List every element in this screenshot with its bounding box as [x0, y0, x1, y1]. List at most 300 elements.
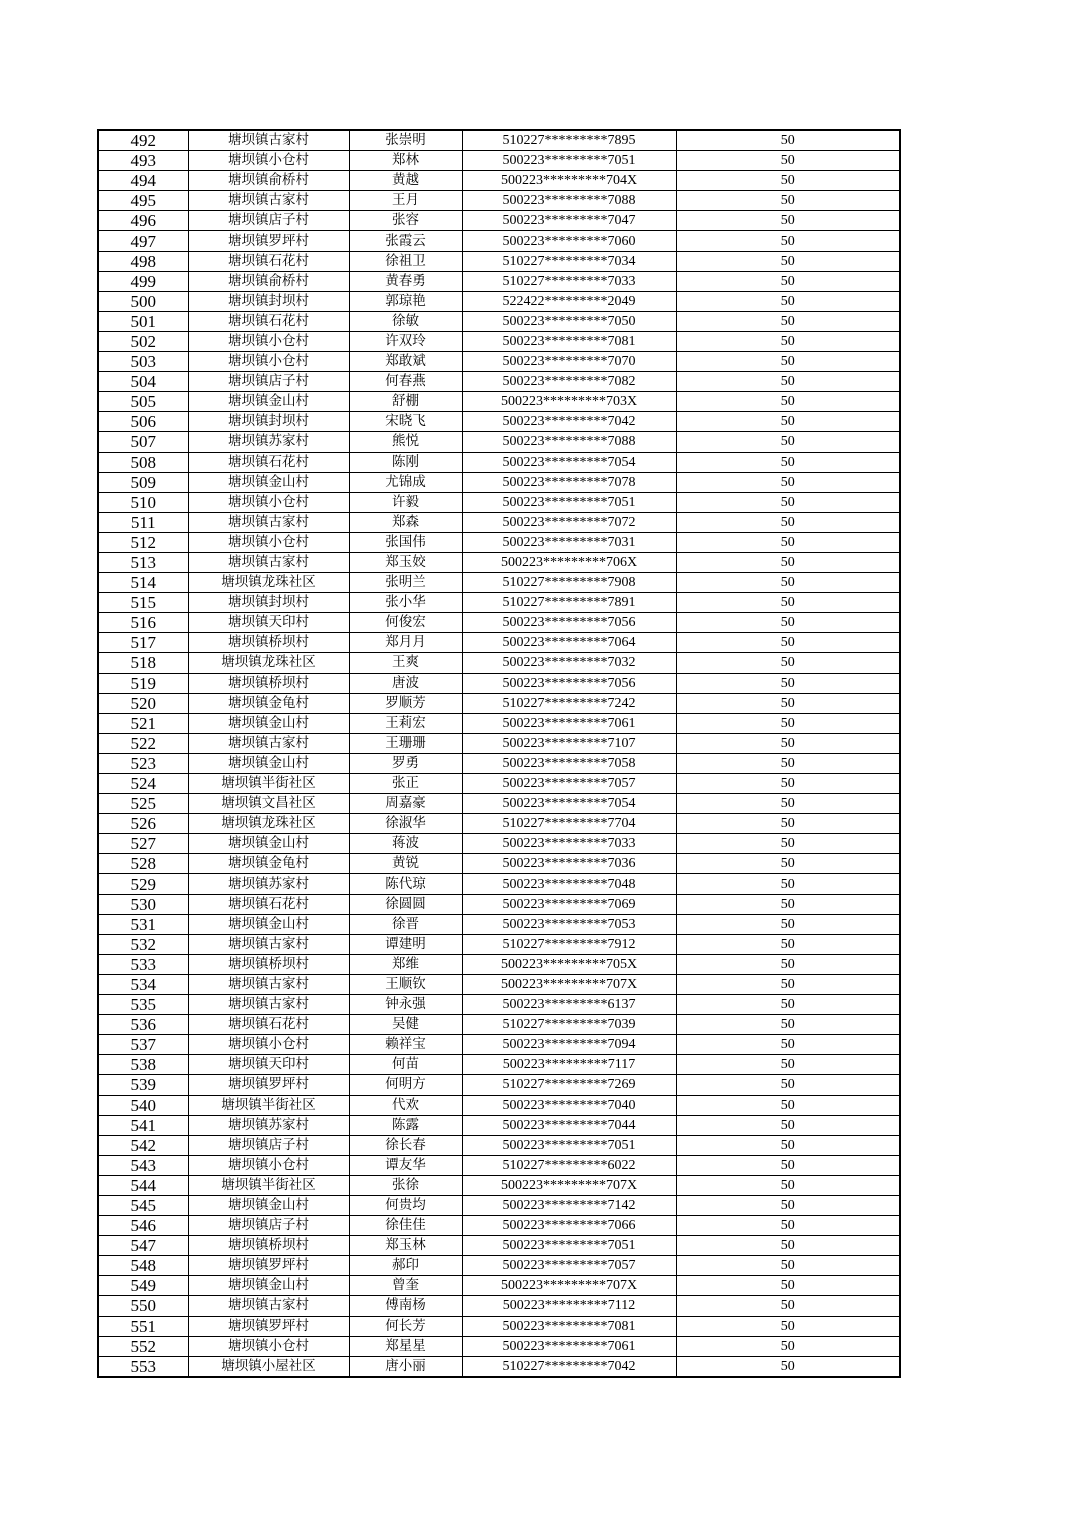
- row-number-cell: 528: [98, 854, 188, 874]
- row-number-cell: 552: [98, 1336, 188, 1356]
- amount-cell: 50: [676, 171, 900, 191]
- amount-cell: 50: [676, 693, 900, 713]
- row-number-cell: 526: [98, 814, 188, 834]
- table-row: [98, 995, 900, 1015]
- table-row: [98, 392, 900, 412]
- row-number-cell: 527: [98, 834, 188, 854]
- row-number-cell: 504: [98, 372, 188, 392]
- row-number-cell: 516: [98, 613, 188, 633]
- table-row: [98, 974, 900, 994]
- table-row: [98, 352, 900, 372]
- id-number-cell: 500223*********7050: [462, 311, 676, 331]
- amount-cell: 50: [676, 291, 900, 311]
- person-name-cell: 谭建明: [349, 934, 462, 954]
- person-name-cell: 吴健: [349, 1015, 462, 1035]
- amount-cell: 50: [676, 593, 900, 613]
- village-name-cell: 塘坝镇小仓村: [188, 352, 349, 372]
- amount-cell: 50: [676, 1115, 900, 1135]
- person-name-cell: 尤锦成: [349, 472, 462, 492]
- row-number-cell: 500: [98, 291, 188, 311]
- amount-cell: 50: [676, 854, 900, 874]
- amount-cell: 50: [676, 532, 900, 552]
- person-name-cell: 徐佳佳: [349, 1216, 462, 1236]
- village-name-cell: 塘坝镇金山村: [188, 753, 349, 773]
- person-name-cell: 熊悦: [349, 432, 462, 452]
- village-name-cell: 塘坝镇苏家村: [188, 874, 349, 894]
- amount-cell: 50: [676, 552, 900, 572]
- id-number-cell: 510227*********7704: [462, 814, 676, 834]
- row-number-cell: 540: [98, 1095, 188, 1115]
- row-number-cell: 539: [98, 1075, 188, 1095]
- person-name-cell: 何明方: [349, 1075, 462, 1095]
- village-name-cell: 塘坝镇古家村: [188, 552, 349, 572]
- person-name-cell: 谭友华: [349, 1155, 462, 1175]
- table-row: [98, 934, 900, 954]
- amount-cell: 50: [676, 1135, 900, 1155]
- village-name-cell: 塘坝镇店子村: [188, 211, 349, 231]
- amount-cell: 50: [676, 1296, 900, 1316]
- person-name-cell: 王珊珊: [349, 733, 462, 753]
- row-number-cell: 517: [98, 633, 188, 653]
- village-name-cell: 塘坝镇桥坝村: [188, 673, 349, 693]
- person-name-cell: 张小华: [349, 593, 462, 613]
- table-row: [98, 1015, 900, 1035]
- id-number-cell: 500223*********7094: [462, 1035, 676, 1055]
- person-name-cell: 张国伟: [349, 532, 462, 552]
- id-number-cell: 500223*********706X: [462, 552, 676, 572]
- village-name-cell: 塘坝镇半街社区: [188, 1095, 349, 1115]
- row-number-cell: 514: [98, 573, 188, 593]
- amount-cell: 50: [676, 472, 900, 492]
- id-number-cell: 500223*********7051: [462, 1135, 676, 1155]
- village-name-cell: 塘坝镇天印村: [188, 613, 349, 633]
- amount-cell: 50: [676, 130, 900, 151]
- table-row: [98, 211, 900, 231]
- table-row: [98, 633, 900, 653]
- row-number-cell: 507: [98, 432, 188, 452]
- row-number-cell: 501: [98, 311, 188, 331]
- village-name-cell: 塘坝镇古家村: [188, 974, 349, 994]
- amount-cell: 50: [676, 733, 900, 753]
- village-name-cell: 塘坝镇天印村: [188, 1055, 349, 1075]
- id-number-cell: 500223*********7057: [462, 1256, 676, 1276]
- amount-cell: 50: [676, 191, 900, 211]
- id-number-cell: 500223*********7040: [462, 1095, 676, 1115]
- village-name-cell: 塘坝镇金山村: [188, 914, 349, 934]
- amount-cell: 50: [676, 1055, 900, 1075]
- id-number-cell: 500223*********7107: [462, 733, 676, 753]
- table-row: [98, 834, 900, 854]
- amount-cell: 50: [676, 954, 900, 974]
- table-row: [98, 1336, 900, 1356]
- row-number-cell: 522: [98, 733, 188, 753]
- amount-cell: 50: [676, 995, 900, 1015]
- id-number-cell: 500223*********7033: [462, 834, 676, 854]
- person-name-cell: 徐祖卫: [349, 251, 462, 271]
- id-number-cell: 500223*********707X: [462, 1175, 676, 1195]
- amount-cell: 50: [676, 934, 900, 954]
- row-number-cell: 511: [98, 512, 188, 532]
- table-row: [98, 1095, 900, 1115]
- person-name-cell: 何贵均: [349, 1195, 462, 1215]
- amount-cell: 50: [676, 834, 900, 854]
- amount-cell: 50: [676, 331, 900, 351]
- amount-cell: 50: [676, 432, 900, 452]
- id-number-cell: 500223*********7056: [462, 613, 676, 633]
- village-name-cell: 塘坝镇封坝村: [188, 412, 349, 432]
- amount-cell: 50: [676, 1195, 900, 1215]
- table-row: [98, 954, 900, 974]
- amount-cell: 50: [676, 713, 900, 733]
- row-number-cell: 550: [98, 1296, 188, 1316]
- table-row: [98, 271, 900, 291]
- village-name-cell: 塘坝镇小仓村: [188, 532, 349, 552]
- amount-cell: 50: [676, 311, 900, 331]
- village-name-cell: 塘坝镇金山村: [188, 392, 349, 412]
- id-number-cell: 510227*********7908: [462, 573, 676, 593]
- person-name-cell: 傅南杨: [349, 1296, 462, 1316]
- village-name-cell: 塘坝镇金龟村: [188, 854, 349, 874]
- id-number-cell: 500223*********7072: [462, 512, 676, 532]
- village-name-cell: 塘坝镇罗坪村: [188, 1075, 349, 1095]
- amount-cell: 50: [676, 512, 900, 532]
- table-row: [98, 472, 900, 492]
- person-name-cell: 徐圆圆: [349, 894, 462, 914]
- person-name-cell: 郝印: [349, 1256, 462, 1276]
- person-name-cell: 徐长春: [349, 1135, 462, 1155]
- village-name-cell: 塘坝镇石花村: [188, 894, 349, 914]
- id-number-cell: 500223*********7048: [462, 874, 676, 894]
- id-number-cell: 500223*********7047: [462, 211, 676, 231]
- id-number-cell: 522422*********2049: [462, 291, 676, 311]
- person-name-cell: 何长芳: [349, 1316, 462, 1336]
- id-number-cell: 500223*********7051: [462, 1236, 676, 1256]
- amount-cell: 50: [676, 1015, 900, 1035]
- amount-cell: 50: [676, 1336, 900, 1356]
- person-name-cell: 唐小丽: [349, 1356, 462, 1377]
- person-name-cell: 周嘉豪: [349, 794, 462, 814]
- id-number-cell: 510227*********7895: [462, 130, 676, 151]
- id-number-cell: 500223*********7053: [462, 914, 676, 934]
- row-number-cell: 537: [98, 1035, 188, 1055]
- table-row: [98, 894, 900, 914]
- amount-cell: 50: [676, 1216, 900, 1236]
- person-name-cell: 郑林: [349, 151, 462, 171]
- row-number-cell: 545: [98, 1195, 188, 1215]
- id-number-cell: 510227*********6022: [462, 1155, 676, 1175]
- person-name-cell: 郑月月: [349, 633, 462, 653]
- person-name-cell: 舒棚: [349, 392, 462, 412]
- village-name-cell: 塘坝镇古家村: [188, 995, 349, 1015]
- person-name-cell: 张明兰: [349, 573, 462, 593]
- village-name-cell: 塘坝镇金山村: [188, 472, 349, 492]
- table-row: [98, 191, 900, 211]
- person-name-cell: 许双玲: [349, 331, 462, 351]
- person-name-cell: 何苗: [349, 1055, 462, 1075]
- id-number-cell: 500223*********7032: [462, 653, 676, 673]
- row-number-cell: 548: [98, 1256, 188, 1276]
- amount-cell: 50: [676, 412, 900, 432]
- amount-cell: 50: [676, 1256, 900, 1276]
- village-name-cell: 塘坝镇封坝村: [188, 291, 349, 311]
- village-name-cell: 塘坝镇龙珠社区: [188, 573, 349, 593]
- row-number-cell: 496: [98, 211, 188, 231]
- village-name-cell: 塘坝镇桥坝村: [188, 954, 349, 974]
- person-name-cell: 张崇明: [349, 130, 462, 151]
- row-number-cell: 493: [98, 151, 188, 171]
- village-name-cell: 塘坝镇古家村: [188, 130, 349, 151]
- id-number-cell: 500223*********7070: [462, 352, 676, 372]
- amount-cell: 50: [676, 1316, 900, 1336]
- person-name-cell: 黄锐: [349, 854, 462, 874]
- table-row: [98, 1296, 900, 1316]
- village-name-cell: 塘坝镇店子村: [188, 372, 349, 392]
- table-row: [98, 492, 900, 512]
- id-number-cell: 500223*********705X: [462, 954, 676, 974]
- person-name-cell: 蒋波: [349, 834, 462, 854]
- person-name-cell: 陈露: [349, 1115, 462, 1135]
- table-row: [98, 693, 900, 713]
- amount-cell: 50: [676, 914, 900, 934]
- village-name-cell: 塘坝镇店子村: [188, 1135, 349, 1155]
- row-number-cell: 503: [98, 352, 188, 372]
- id-number-cell: 510227*********7033: [462, 271, 676, 291]
- row-number-cell: 534: [98, 974, 188, 994]
- table-row: [98, 774, 900, 794]
- table-row: [98, 512, 900, 532]
- person-name-cell: 郑玉林: [349, 1236, 462, 1256]
- village-name-cell: 塘坝镇俞桥村: [188, 171, 349, 191]
- village-name-cell: 塘坝镇金山村: [188, 1195, 349, 1215]
- village-name-cell: 塘坝镇古家村: [188, 934, 349, 954]
- row-number-cell: 498: [98, 251, 188, 271]
- table-row: [98, 331, 900, 351]
- table-row: [98, 874, 900, 894]
- row-number-cell: 543: [98, 1155, 188, 1175]
- table-row: [98, 1035, 900, 1055]
- row-number-cell: 532: [98, 934, 188, 954]
- id-number-cell: 500223*********707X: [462, 974, 676, 994]
- village-name-cell: 塘坝镇古家村: [188, 512, 349, 532]
- row-number-cell: 525: [98, 794, 188, 814]
- id-number-cell: 510227*********7042: [462, 1356, 676, 1377]
- village-name-cell: 塘坝镇小仓村: [188, 151, 349, 171]
- table-row: [98, 311, 900, 331]
- person-name-cell: 黄越: [349, 171, 462, 191]
- row-number-cell: 549: [98, 1276, 188, 1296]
- person-name-cell: 张霞云: [349, 231, 462, 251]
- table-row: [98, 914, 900, 934]
- amount-cell: 50: [676, 573, 900, 593]
- village-name-cell: 塘坝镇小仓村: [188, 1336, 349, 1356]
- table-row: [98, 1276, 900, 1296]
- village-name-cell: 塘坝镇桥坝村: [188, 1236, 349, 1256]
- person-name-cell: 赖祥宝: [349, 1035, 462, 1055]
- village-name-cell: 塘坝镇石花村: [188, 1015, 349, 1035]
- person-name-cell: 代欢: [349, 1095, 462, 1115]
- person-name-cell: 许毅: [349, 492, 462, 512]
- table-row: [98, 372, 900, 392]
- row-number-cell: 542: [98, 1135, 188, 1155]
- village-name-cell: 塘坝镇苏家村: [188, 1115, 349, 1135]
- row-number-cell: 512: [98, 532, 188, 552]
- table-row: [98, 1236, 900, 1256]
- id-number-cell: 510227*********7891: [462, 593, 676, 613]
- village-name-cell: 塘坝镇罗坪村: [188, 1256, 349, 1276]
- id-number-cell: 500223*********7060: [462, 231, 676, 251]
- amount-cell: 50: [676, 271, 900, 291]
- row-number-cell: 551: [98, 1316, 188, 1336]
- amount-cell: 50: [676, 673, 900, 693]
- table-row: [98, 1115, 900, 1135]
- village-name-cell: 塘坝镇金山村: [188, 834, 349, 854]
- person-name-cell: 郑星星: [349, 1336, 462, 1356]
- amount-cell: 50: [676, 653, 900, 673]
- village-name-cell: 塘坝镇罗坪村: [188, 231, 349, 251]
- amount-cell: 50: [676, 794, 900, 814]
- id-number-cell: 510227*********7242: [462, 693, 676, 713]
- id-number-cell: 500223*********703X: [462, 392, 676, 412]
- id-number-cell: 500223*********7057: [462, 774, 676, 794]
- person-name-cell: 罗顺芳: [349, 693, 462, 713]
- id-number-cell: 500223*********7031: [462, 532, 676, 552]
- village-name-cell: 塘坝镇金山村: [188, 1276, 349, 1296]
- person-name-cell: 罗勇: [349, 753, 462, 773]
- id-number-cell: 500223*********7112: [462, 1296, 676, 1316]
- table-row: [98, 1316, 900, 1336]
- row-number-cell: 520: [98, 693, 188, 713]
- table-row: [98, 593, 900, 613]
- id-number-cell: 500223*********7088: [462, 191, 676, 211]
- table-row: [98, 130, 900, 151]
- id-number-cell: 500223*********7056: [462, 673, 676, 693]
- amount-cell: 50: [676, 211, 900, 231]
- table-row: [98, 231, 900, 251]
- row-number-cell: 495: [98, 191, 188, 211]
- row-number-cell: 505: [98, 392, 188, 412]
- row-number-cell: 519: [98, 673, 188, 693]
- row-number-cell: 502: [98, 331, 188, 351]
- id-number-cell: 500223*********7066: [462, 1216, 676, 1236]
- row-number-cell: 538: [98, 1055, 188, 1075]
- amount-cell: 50: [676, 151, 900, 171]
- row-number-cell: 546: [98, 1216, 188, 1236]
- table-row: [98, 291, 900, 311]
- row-number-cell: 518: [98, 653, 188, 673]
- id-number-cell: 500223*********7054: [462, 794, 676, 814]
- amount-cell: 50: [676, 452, 900, 472]
- table-row: [98, 412, 900, 432]
- amount-cell: 50: [676, 1236, 900, 1256]
- id-number-cell: 500223*********704X: [462, 171, 676, 191]
- person-name-cell: 王莉宏: [349, 713, 462, 733]
- row-number-cell: 531: [98, 914, 188, 934]
- table-row: [98, 1356, 900, 1377]
- id-number-cell: 500223*********7054: [462, 452, 676, 472]
- village-name-cell: 塘坝镇小仓村: [188, 1035, 349, 1055]
- amount-cell: 50: [676, 774, 900, 794]
- village-name-cell: 塘坝镇小仓村: [188, 1155, 349, 1175]
- id-number-cell: 500223*********7081: [462, 331, 676, 351]
- row-number-cell: 497: [98, 231, 188, 251]
- amount-cell: 50: [676, 1276, 900, 1296]
- table-row: [98, 753, 900, 773]
- id-number-cell: 500223*********7117: [462, 1055, 676, 1075]
- row-number-cell: 492: [98, 130, 188, 151]
- row-number-cell: 521: [98, 713, 188, 733]
- person-name-cell: 唐波: [349, 673, 462, 693]
- table-row: [98, 552, 900, 572]
- amount-cell: 50: [676, 372, 900, 392]
- id-number-cell: 500223*********7061: [462, 713, 676, 733]
- row-number-cell: 494: [98, 171, 188, 191]
- roster-table: [97, 129, 901, 1378]
- table-row: [98, 1135, 900, 1155]
- village-name-cell: 塘坝镇龙珠社区: [188, 653, 349, 673]
- village-name-cell: 塘坝镇苏家村: [188, 432, 349, 452]
- amount-cell: 50: [676, 492, 900, 512]
- id-number-cell: 500223*********7061: [462, 1336, 676, 1356]
- table-row: [98, 733, 900, 753]
- amount-cell: 50: [676, 874, 900, 894]
- amount-cell: 50: [676, 352, 900, 372]
- row-number-cell: 544: [98, 1175, 188, 1195]
- roster-body: [98, 130, 900, 1377]
- amount-cell: 50: [676, 894, 900, 914]
- id-number-cell: 500223*********7142: [462, 1195, 676, 1215]
- person-name-cell: 王顺钦: [349, 974, 462, 994]
- table-row: [98, 854, 900, 874]
- person-name-cell: 郑玉姣: [349, 552, 462, 572]
- village-name-cell: 塘坝镇文昌社区: [188, 794, 349, 814]
- amount-cell: 50: [676, 251, 900, 271]
- id-number-cell: 500223*********7064: [462, 633, 676, 653]
- person-name-cell: 何春燕: [349, 372, 462, 392]
- row-number-cell: 510: [98, 492, 188, 512]
- person-name-cell: 陈刚: [349, 452, 462, 472]
- row-number-cell: 529: [98, 874, 188, 894]
- person-name-cell: 郑敢斌: [349, 352, 462, 372]
- id-number-cell: 500223*********7078: [462, 472, 676, 492]
- row-number-cell: 535: [98, 995, 188, 1015]
- table-row: [98, 613, 900, 633]
- person-name-cell: 郑维: [349, 954, 462, 974]
- person-name-cell: 宋晓飞: [349, 412, 462, 432]
- id-number-cell: 500223*********7044: [462, 1115, 676, 1135]
- village-name-cell: 塘坝镇金龟村: [188, 693, 349, 713]
- table-row: [98, 573, 900, 593]
- amount-cell: 50: [676, 1356, 900, 1377]
- table-row: [98, 713, 900, 733]
- amount-cell: 50: [676, 753, 900, 773]
- id-number-cell: 500223*********7051: [462, 492, 676, 512]
- table-row: [98, 432, 900, 452]
- village-name-cell: 塘坝镇半街社区: [188, 774, 349, 794]
- row-number-cell: 508: [98, 452, 188, 472]
- amount-cell: 50: [676, 1035, 900, 1055]
- village-name-cell: 塘坝镇小仓村: [188, 492, 349, 512]
- person-name-cell: 张容: [349, 211, 462, 231]
- id-number-cell: 500223*********6137: [462, 995, 676, 1015]
- row-number-cell: 547: [98, 1236, 188, 1256]
- id-number-cell: 500223*********7036: [462, 854, 676, 874]
- table-row: [98, 1075, 900, 1095]
- amount-cell: 50: [676, 392, 900, 412]
- village-name-cell: 塘坝镇龙珠社区: [188, 814, 349, 834]
- village-name-cell: 塘坝镇石花村: [188, 251, 349, 271]
- row-number-cell: 553: [98, 1356, 188, 1377]
- table-row: [98, 1175, 900, 1195]
